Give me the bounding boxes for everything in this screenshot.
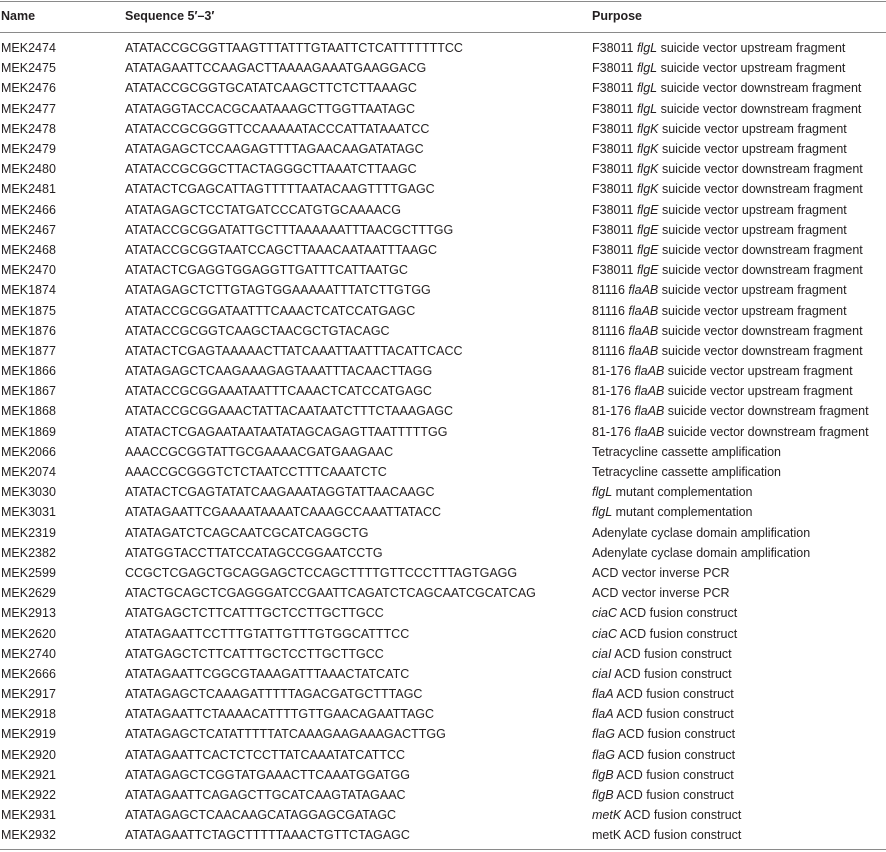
- primer-sequence: ATATACCGCGGTTAAGTTTATTTGTAATTCTCATTTTTTTCC: [125, 41, 463, 56]
- primer-purpose: [592, 280, 886, 300]
- table-row: [0, 563, 886, 583]
- purpose-prefix: metK ACD fusion construct: [592, 828, 742, 843]
- purpose-prefix: F38011: [592, 61, 637, 76]
- primer-purpose: [592, 724, 886, 744]
- purpose-suffix: suicide vector downstream fragment: [657, 101, 862, 116]
- purpose-suffix: ACD fusion construct: [611, 666, 732, 681]
- table-row: [0, 482, 886, 502]
- primer-sequence: ATATACCGCGGAAATAATTTCAAACTCATCCATGAGC: [125, 384, 432, 399]
- primer-sequence: ATATGAGCTCTTCATTTGCTCCTTGCTTGCC: [125, 606, 384, 621]
- purpose-suffix: ACD fusion construct: [614, 747, 736, 762]
- purpose-suffix: suicide vector downstream fragment: [657, 81, 862, 96]
- primer-sequence: ATATGGTACCTTATCCATAGCCGGAATCCTG: [125, 545, 383, 560]
- primer-name: MEK2919: [1, 727, 56, 742]
- primer-sequence: ATATACTCGAGTAAAAACTTATCAAATTAATTTACATTCACC: [125, 343, 463, 358]
- primer-sequence: ATATACCGCGGTAATCCAGCTTAAACAATAATTTAAGC: [125, 242, 438, 257]
- purpose-prefix: F38011: [592, 263, 637, 278]
- purpose-gene: flaAB: [628, 323, 659, 338]
- primer-sequence: AAACCGCGGTATTGCGAAAACGATGAAGAAC: [125, 444, 394, 459]
- purpose-suffix: ACD fusion construct: [613, 687, 734, 702]
- primer-purpose: [592, 78, 886, 98]
- primer-name: MEK2629: [1, 586, 56, 601]
- purpose-gene: flgL: [636, 41, 658, 56]
- primer-purpose: [592, 139, 886, 159]
- primer-sequence: ATATGAGCTCTTCATTTGCTCCTTGCTTGCC: [125, 646, 384, 661]
- purpose-suffix: suicide vector upstream fragment: [658, 121, 847, 136]
- primer-sequence: ATATAGAATTCGGCGTAAAGATTTAAACTATCATC: [125, 666, 410, 681]
- primer-name: MEK2740: [1, 646, 56, 661]
- purpose-gene: flgB: [592, 767, 614, 782]
- primer-sequence: ATATAGAGCTCCAAGAGTTTTAGAACAAGATATAGC: [125, 142, 424, 157]
- primer-name: MEK2918: [1, 707, 56, 722]
- table-row: [0, 684, 886, 704]
- purpose-suffix: ACD fusion construct: [613, 767, 734, 782]
- primer-name: MEK2468: [1, 242, 56, 257]
- purpose-gene: flgL: [636, 81, 658, 96]
- primer-purpose: [592, 240, 886, 260]
- primer-purpose: [592, 442, 886, 462]
- purpose-suffix: ACD fusion construct: [613, 788, 734, 803]
- purpose-prefix: F38011: [592, 162, 637, 177]
- purpose-gene: flgE: [636, 263, 659, 278]
- table-row: [0, 724, 886, 744]
- purpose-suffix: suicide vector upstream fragment: [658, 303, 847, 318]
- primer-name: MEK2474: [1, 41, 56, 56]
- table-row: [0, 603, 886, 623]
- purpose-gene: flaAB: [634, 404, 665, 419]
- purpose-suffix: mutant complementation: [612, 505, 753, 520]
- purpose-suffix: suicide vector downstream fragment: [664, 424, 869, 439]
- primer-name: MEK3031: [1, 505, 56, 520]
- purpose-suffix: suicide vector upstream fragment: [657, 41, 846, 56]
- primer-purpose: [592, 341, 886, 361]
- primer-sequence: ATATAGGTACCACGCAATAAAGCTTGGTTAATAGC: [125, 101, 416, 116]
- table-row: [0, 280, 886, 300]
- primer-sequence: ATATACTCGAGAATAATAATATAGCAGAGTTAATTTTTGG: [125, 424, 448, 439]
- purpose-gene: flaAB: [634, 384, 665, 399]
- primer-name: MEK2921: [1, 767, 56, 782]
- primer-name: MEK2477: [1, 101, 56, 116]
- primer-sequence: ATACTGCAGCTCGAGGGATCCGAATTCAGATCTCAGCAATCGCATCAG: [125, 586, 536, 601]
- purpose-prefix: F38011: [592, 142, 637, 157]
- primer-sequence: ATATAGAGCTCTTGTAGTGGAAAAATTTATCTTGTGG: [125, 283, 431, 298]
- purpose-gene: flaAB: [628, 303, 659, 318]
- purpose-prefix: F38011: [592, 242, 637, 257]
- purpose-suffix: ACD fusion construct: [614, 727, 736, 742]
- purpose-prefix: F38011: [592, 121, 637, 136]
- purpose-prefix: 81116: [592, 323, 629, 338]
- purpose-suffix: suicide vector downstream fragment: [658, 162, 863, 177]
- primer-purpose: [592, 583, 886, 603]
- purpose-gene: flgK: [636, 142, 659, 157]
- table-row: [0, 341, 886, 361]
- purpose-suffix: ACD fusion construct: [613, 707, 734, 722]
- table-row: [0, 825, 886, 845]
- purpose-gene: flgE: [636, 202, 659, 217]
- primer-sequence: ATATAGAGCTCAACAAGCATAGGAGCGATAGC: [125, 808, 397, 823]
- purpose-gene: flaAB: [634, 424, 665, 439]
- primer-name: MEK1875: [1, 303, 56, 318]
- primer-purpose: [592, 422, 886, 442]
- table-row: [0, 139, 886, 159]
- primer-purpose: [592, 401, 886, 421]
- purpose-gene: ciaC: [592, 606, 618, 621]
- table-row: [0, 623, 886, 643]
- purpose-suffix: ACD fusion construct: [617, 606, 738, 621]
- purpose-gene: flgE: [636, 242, 659, 257]
- primer-name: MEK2620: [1, 626, 56, 641]
- table-row: [0, 644, 886, 664]
- primer-sequence: ATATAGAATTCTAAAACATTTTGTTGAACAGAATTAGC: [125, 707, 435, 722]
- table-body: [0, 32, 886, 846]
- purpose-suffix: suicide vector upstream fragment: [657, 61, 846, 76]
- primer-name: MEK1868: [1, 404, 56, 419]
- primer-purpose: [592, 664, 886, 684]
- primer-name: MEK2666: [1, 666, 56, 681]
- primer-name: MEK2466: [1, 202, 56, 217]
- purpose-prefix: Adenylate cyclase domain amplification: [592, 525, 811, 540]
- primer-sequence: ATATACTCGAGCATTAGTTTTTAATACAAGTTTTGAGC: [125, 182, 435, 197]
- primer-purpose: [592, 462, 886, 482]
- table-row: [0, 785, 886, 805]
- table-row: [0, 200, 886, 220]
- purpose-gene: ciaC: [592, 626, 618, 641]
- purpose-suffix: suicide vector downstream fragment: [658, 343, 863, 358]
- purpose-prefix: Adenylate cyclase domain amplification: [592, 545, 811, 560]
- primer-sequence: ATATAGAGCTCCTATGATCCCATGTGCAAAACG: [125, 202, 401, 217]
- primer-sequence: ATATACCGCGGCTTACTAGGGCTTAAATCTTAAGC: [125, 162, 417, 177]
- primer-purpose: [592, 58, 886, 78]
- purpose-gene: metK: [592, 808, 622, 823]
- purpose-suffix: suicide vector upstream fragment: [658, 202, 847, 217]
- primer-sequence: ATATAGAATTCTAGCTTTTTAAACTGTTCTAGAGC: [125, 828, 410, 843]
- table-row: [0, 321, 886, 341]
- column-header-sequence: Sequence 5′–3′: [125, 9, 215, 23]
- purpose-suffix: suicide vector upstream fragment: [658, 222, 847, 237]
- purpose-suffix: suicide vector downstream fragment: [658, 263, 863, 278]
- table-row: [0, 523, 886, 543]
- purpose-prefix: F38011: [592, 222, 637, 237]
- table-row: [0, 583, 886, 603]
- primer-purpose: [592, 623, 886, 643]
- table-row: [0, 422, 886, 442]
- purpose-prefix: 81-176: [592, 384, 635, 399]
- primer-sequence: ATATAGAGCTCAAGAAAGAGTAAATTTACAACTTAGG: [125, 364, 433, 379]
- primer-name: MEK2467: [1, 222, 56, 237]
- purpose-prefix: F38011: [592, 182, 637, 197]
- table-row: [0, 32, 886, 58]
- purpose-suffix: suicide vector upstream fragment: [664, 384, 853, 399]
- primer-purpose: [592, 220, 886, 240]
- primer-name: MEK2922: [1, 788, 56, 803]
- primer-sequence: ATATAGATCTCAGCAATCGCATCAGGCTG: [125, 525, 369, 540]
- purpose-suffix: ACD fusion construct: [617, 626, 738, 641]
- primer-purpose: [592, 543, 886, 563]
- table-row: [0, 361, 886, 381]
- purpose-prefix: F38011: [592, 41, 637, 56]
- primer-name: MEK2074: [1, 465, 56, 480]
- primer-name: MEK2913: [1, 606, 56, 621]
- table-row: [0, 704, 886, 724]
- purpose-prefix: Tetracycline cassette amplification: [592, 444, 781, 459]
- primer-sequence: CCGCTCGAGCTGCAGGAGCTCCAGCTTTTGTTCCCTTTAGTGAGG: [125, 565, 518, 580]
- table-row: [0, 220, 886, 240]
- primer-sequence: ATATACTCGAGTATATCAAGAAATAGGTATTAACAAGC: [125, 485, 435, 500]
- primer-sequence: ATATACCGCGGATATTGCTTTAAAAAATTTAACGCTTTGG: [125, 222, 454, 237]
- purpose-suffix: suicide vector downstream fragment: [664, 404, 869, 419]
- purpose-prefix: 81-176: [592, 424, 635, 439]
- table-row: [0, 159, 886, 179]
- purpose-suffix: suicide vector upstream fragment: [658, 142, 847, 157]
- purpose-prefix: F38011: [592, 202, 637, 217]
- primer-purpose: [592, 825, 886, 845]
- primer-purpose: [592, 745, 886, 765]
- primer-purpose: [592, 260, 886, 280]
- primer-sequence: ATATACCGCGGTCAAGCTAACGCTGTACAGC: [125, 323, 390, 338]
- table-bottom-rule: [0, 849, 886, 850]
- purpose-gene: flaG: [592, 727, 615, 742]
- primer-name: MEK1874: [1, 283, 56, 298]
- primer-sequence: ATATAGAGCTCATATTTTTATCAAAGAAGAAAGACTTGG: [125, 727, 446, 742]
- primer-sequence: ATATAGAATTCGAAAATAAAATCAAAGCCAAATTATACC: [125, 505, 442, 520]
- primer-purpose: [592, 300, 886, 320]
- primer-name: MEK1877: [1, 343, 56, 358]
- table-row: [0, 442, 886, 462]
- purpose-gene: flgE: [636, 222, 659, 237]
- primer-name: MEK2478: [1, 121, 56, 136]
- header-row: [0, 0, 886, 32]
- primer-name: MEK2931: [1, 808, 56, 823]
- table-row: [0, 664, 886, 684]
- primer-name: MEK2481: [1, 182, 56, 197]
- primer-name: MEK1876: [1, 323, 56, 338]
- table-row: [0, 260, 886, 280]
- purpose-gene: flgL: [636, 101, 658, 116]
- primer-purpose: [592, 361, 886, 381]
- primer-purpose: [592, 603, 886, 623]
- purpose-gene: ciaI: [592, 646, 612, 661]
- purpose-prefix: 81-176: [592, 404, 635, 419]
- primer-purpose: [592, 644, 886, 664]
- primer-name: MEK3030: [1, 485, 56, 500]
- primer-name: MEK2917: [1, 687, 56, 702]
- primer-purpose: [592, 381, 886, 401]
- primer-sequence: ATATACTCGAGGTGGAGGTTGATTTCATTAATGC: [125, 263, 408, 278]
- primer-purpose: [592, 765, 886, 785]
- purpose-gene: flgK: [636, 182, 659, 197]
- purpose-gene: flaAB: [628, 283, 659, 298]
- primer-name: MEK2382: [1, 545, 56, 560]
- purpose-gene: flaA: [592, 687, 614, 702]
- table-row: [0, 745, 886, 765]
- table-row: [0, 765, 886, 785]
- primer-purpose: [592, 200, 886, 220]
- primer-purpose: [592, 704, 886, 724]
- purpose-prefix: ACD vector inverse PCR: [592, 565, 730, 580]
- primer-sequence: ATATAGAATTCCAAGACTTAAAAGAAATGAAGGACG: [125, 61, 427, 76]
- primer-name: MEK2319: [1, 525, 56, 540]
- purpose-gene: ciaI: [592, 666, 612, 681]
- primer-purpose: [592, 482, 886, 502]
- table-row: [0, 78, 886, 98]
- purpose-gene: flgB: [592, 788, 614, 803]
- purpose-suffix: suicide vector upstream fragment: [658, 283, 847, 298]
- primer-purpose: [592, 179, 886, 199]
- primer-purpose: [592, 684, 886, 704]
- primer-sequence: ATATACCGCGGAAACTATTACAATAATCTTTCTAAAGAGC: [125, 404, 454, 419]
- table-row: [0, 179, 886, 199]
- purpose-suffix: mutant complementation: [612, 485, 753, 500]
- table-row: [0, 543, 886, 563]
- table-row: [0, 502, 886, 522]
- purpose-prefix: 81116: [592, 283, 629, 298]
- table-row: [0, 381, 886, 401]
- purpose-prefix: 81116: [592, 343, 629, 358]
- purpose-suffix: suicide vector downstream fragment: [658, 242, 863, 257]
- table-row: [0, 119, 886, 139]
- purpose-prefix: 81-176: [592, 364, 635, 379]
- purpose-gene: flgK: [636, 121, 659, 136]
- primer-sequence: ATATACCGCGGATAATTTCAAACTCATCCATGAGC: [125, 303, 416, 318]
- purpose-gene: flgK: [636, 162, 659, 177]
- primer-purpose: [592, 99, 886, 119]
- purpose-gene: flaAB: [634, 364, 665, 379]
- primer-name: MEK2932: [1, 828, 56, 843]
- primer-name: MEK1867: [1, 384, 56, 399]
- primer-name: MEK2480: [1, 162, 56, 177]
- table-row: [0, 58, 886, 78]
- purpose-suffix: ACD fusion construct: [621, 808, 742, 823]
- purpose-gene: flgL: [592, 485, 613, 500]
- primer-purpose: [592, 805, 886, 825]
- primer-sequence: ATATAGAATTCCTTTGTATTGTTTGTGGCATTTCC: [125, 626, 410, 641]
- primer-sequence: ATATAGAATTCAGAGCTTGCATCAAGTATAGAAC: [125, 788, 406, 803]
- primer-sequence: ATATAGAGCTCAAAGATTTTTAGACGATGCTTTAGC: [125, 687, 423, 702]
- purpose-prefix: F38011: [592, 81, 637, 96]
- primer-purpose: [592, 159, 886, 179]
- purpose-prefix: ACD vector inverse PCR: [592, 586, 730, 601]
- primer-name: MEK2470: [1, 263, 56, 278]
- primer-sequence: ATATACCGCGGTGCATATCAAGCTTCTCTTAAAGC: [125, 81, 417, 96]
- primer-name: MEK2476: [1, 81, 56, 96]
- purpose-gene: flgL: [592, 505, 613, 520]
- purpose-suffix: suicide vector upstream fragment: [664, 364, 853, 379]
- purpose-gene: flaA: [592, 707, 614, 722]
- purpose-gene: flgL: [636, 61, 658, 76]
- primer-name: MEK2479: [1, 142, 56, 157]
- primer-purpose: [592, 502, 886, 522]
- table-row: [0, 401, 886, 421]
- primer-sequence: AAACCGCGGGTCTCTAATCCTTTCAAATCTC: [125, 465, 387, 480]
- purpose-prefix: F38011: [592, 101, 637, 116]
- purpose-suffix: ACD fusion construct: [611, 646, 732, 661]
- primer-name: MEK2066: [1, 444, 56, 459]
- purpose-suffix: suicide vector downstream fragment: [658, 323, 863, 338]
- primer-name: MEK2475: [1, 61, 56, 76]
- primer-name: MEK2599: [1, 565, 56, 580]
- purpose-gene: flaAB: [628, 343, 659, 358]
- purpose-prefix: 81116: [592, 303, 629, 318]
- purpose-suffix: suicide vector downstream fragment: [658, 182, 863, 197]
- table-row: [0, 300, 886, 320]
- purpose-gene: flaG: [592, 747, 615, 762]
- primer-sequence: ATATAGAATTCACTCTCCTTATCAAATATCATTCC: [125, 747, 406, 762]
- primer-sequence: ATATAGAGCTCGGTATGAAACTTCAAATGGATGG: [125, 767, 410, 782]
- table-row: [0, 462, 886, 482]
- primer-name: MEK2920: [1, 747, 56, 762]
- table-row: [0, 99, 886, 119]
- primer-purpose: [592, 32, 886, 58]
- purpose-prefix: Tetracycline cassette amplification: [592, 465, 781, 480]
- primer-purpose: [592, 119, 886, 139]
- column-header-purpose: Purpose: [592, 9, 643, 23]
- primer-name: MEK1866: [1, 364, 56, 379]
- table-row: [0, 240, 886, 260]
- table-row: [0, 805, 886, 825]
- primer-purpose: [592, 563, 886, 583]
- column-header-name: Name: [1, 9, 36, 23]
- primer-purpose: [592, 523, 886, 543]
- primer-name: MEK1869: [1, 424, 56, 439]
- primer-purpose: [592, 321, 886, 341]
- primer-sequence: ATATACCGCGGGTTCCAAAAATACCCATTATAAATCC: [125, 121, 430, 136]
- primer-purpose: [592, 785, 886, 805]
